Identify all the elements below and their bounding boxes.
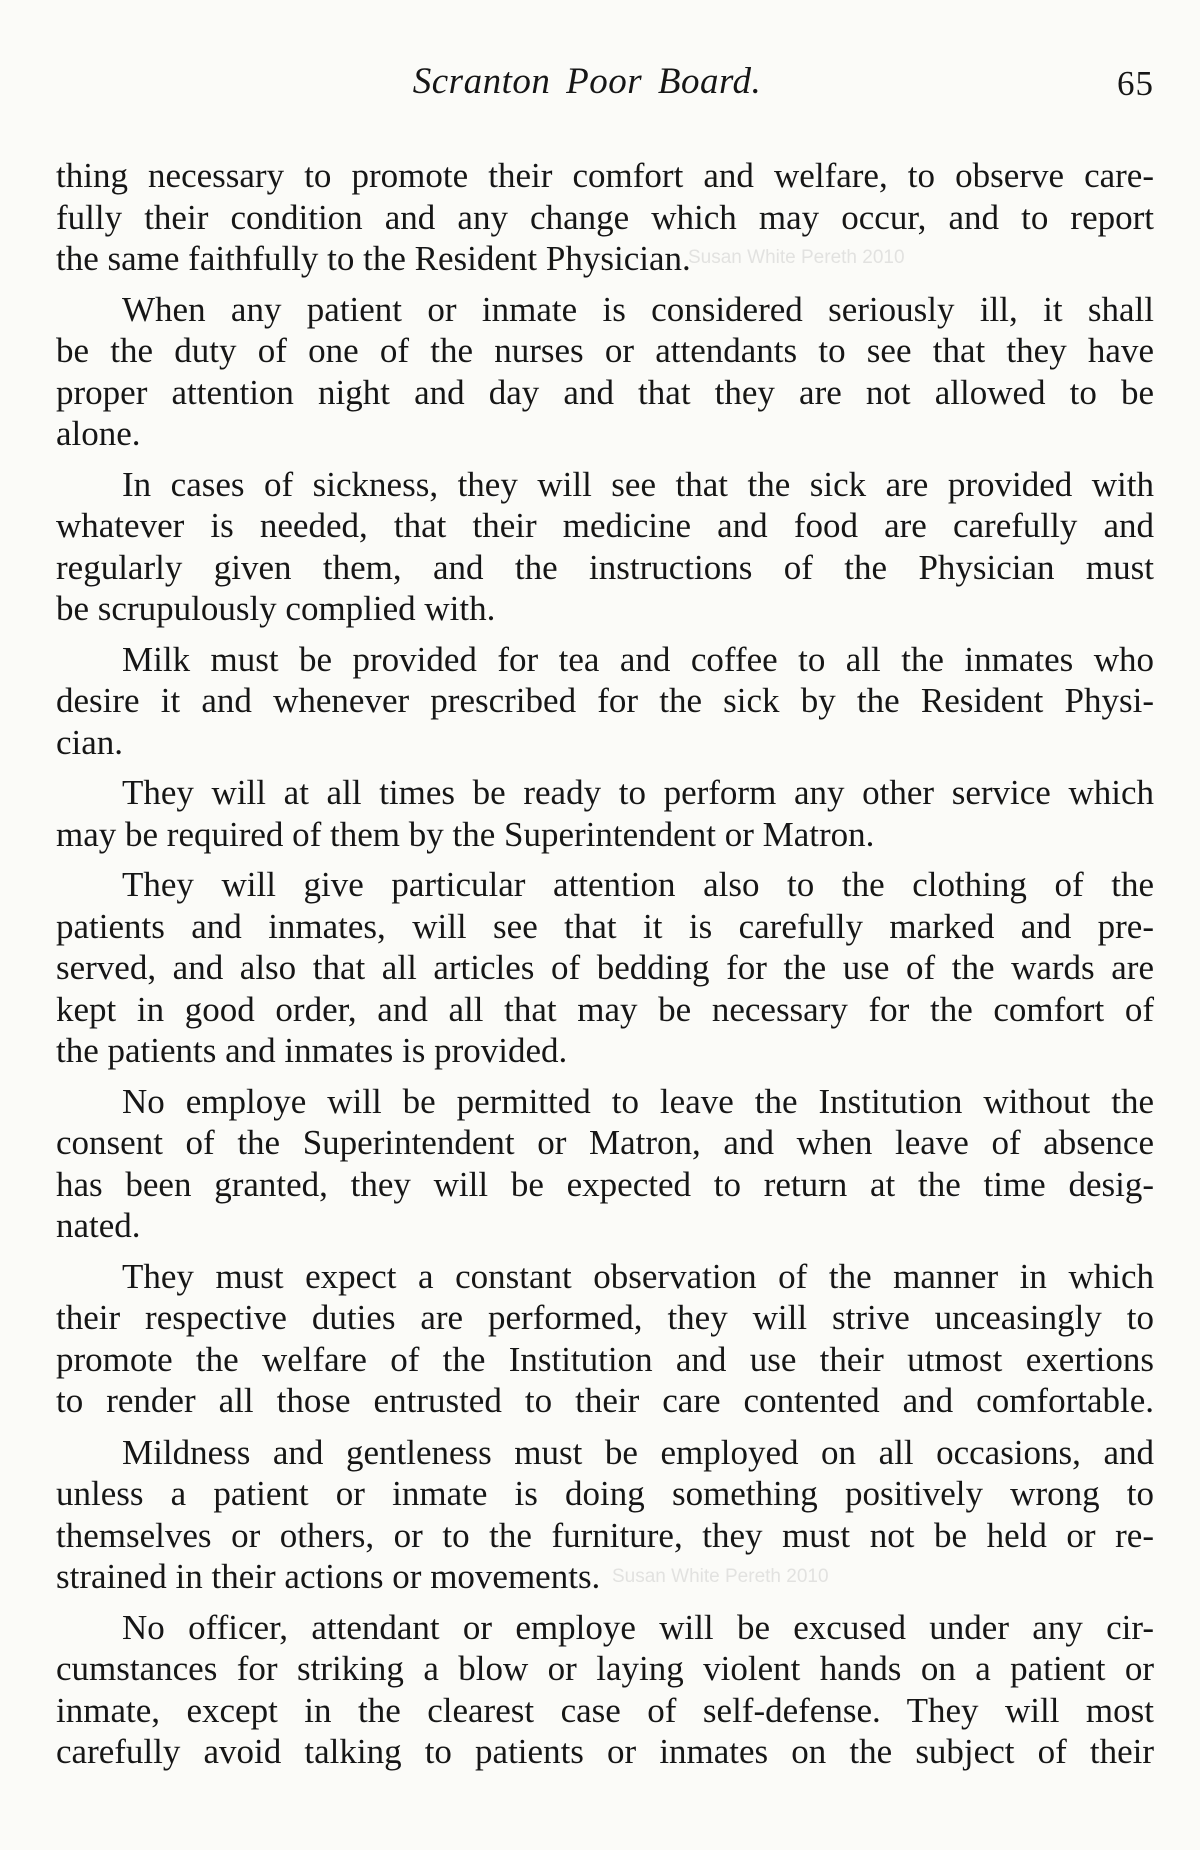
text-line: their respective duties are performed, they will strive unceasingly to xyxy=(56,1298,1154,1337)
text-line: served, and also that all articles of bedding for the use of the wards are xyxy=(56,948,1154,987)
watermark: Susan White Pereth 2010 xyxy=(688,247,905,268)
text-line: themselves or others, or to the furniture, they must not be held or re- xyxy=(56,1515,1154,1555)
text-line: fully their condition and any change which may occur, and to report xyxy=(56,197,1154,237)
text-line: thing necessary to promote their comfort and welfare, to observe care- xyxy=(56,156,1154,195)
text-line: has been granted, they will be expected to return at the time desig- xyxy=(56,1164,1154,1204)
text-line: whatever is needed, that their medicine and food are carefully and xyxy=(56,506,1154,545)
paragraph-1 xyxy=(56,155,1154,280)
paragraph-5 xyxy=(56,772,1154,855)
text-line: alone. xyxy=(56,414,141,453)
text-line: be scrupulously complied with. xyxy=(56,589,496,628)
text-line: In cases of sickness, they will see that the sick are provided with xyxy=(122,464,1154,504)
text-line: to render all those entrusted to their care contented and comfortable. xyxy=(56,1381,1154,1420)
text-line: the same faithfully to the Resident Physician. xyxy=(56,239,691,278)
text-line: Milk must be provided for tea and coffee to all the inmates who xyxy=(122,639,1154,679)
text-line: strained in their actions or movements. xyxy=(56,1557,601,1596)
paragraph-2 xyxy=(56,289,1154,455)
text-line: When any patient or inmate is considered seriously ill, it shall xyxy=(122,289,1154,329)
text-line: regularly given them, and the instructions of the Physician must xyxy=(56,547,1154,587)
paragraph-8 xyxy=(56,1256,1154,1422)
page-number: 65 xyxy=(1117,64,1154,103)
text-line: cian. xyxy=(56,722,124,762)
text-line: inmate, except in the clearest case of self-defense. They will most xyxy=(56,1690,1154,1730)
paragraph-4 xyxy=(56,639,1154,764)
text-line: No employe will be permitted to leave the Institution without the xyxy=(122,1081,1154,1121)
text-line: cumstances for striking a blow or laying violent hands on a patient or xyxy=(56,1649,1154,1688)
paragraph-3 xyxy=(56,464,1154,630)
text-line: promote the welfare of the Institution and use their utmost exertions xyxy=(56,1339,1154,1379)
text-line: No officer, attendant or employe will be excused under any cir- xyxy=(122,1607,1154,1647)
text-line: kept in good order, and all that may be necessary for the comfort of xyxy=(56,989,1154,1029)
text-line: They will give particular attention also to the clothing of the xyxy=(122,865,1154,904)
text-line: nated. xyxy=(56,1206,141,1245)
text-line: unless a patient or inmate is doing something positively wrong to xyxy=(56,1474,1154,1513)
paragraph-7 xyxy=(56,1081,1154,1247)
text-line: be the duty of one of the nurses or attendants to see that they have xyxy=(56,331,1154,370)
text-line: desire it and whenever prescribed for the sick by the Resident Physi- xyxy=(56,681,1154,720)
text-line: patients and inmates, will see that it is carefully marked and pre- xyxy=(56,906,1154,946)
paragraph-10 xyxy=(56,1607,1154,1773)
text-line: They will at all times be ready to perform any other service which xyxy=(122,773,1154,812)
running-title: Scranton Poor Board. xyxy=(412,61,762,102)
text-line: proper attention night and day and that they are not allowed to be xyxy=(56,372,1154,412)
text-line: They must expect a constant observation of the manner in which xyxy=(122,1256,1154,1296)
paragraph-9 xyxy=(56,1432,1154,1598)
text-line: carefully avoid talking to patients or inmates on the subject of their xyxy=(56,1732,1154,1771)
text-line: consent of the Superintendent or Matron, and when leave of absence xyxy=(56,1123,1154,1162)
body-text xyxy=(56,155,1154,1782)
text-line: Mildness and gentleness must be employed on all occasions, and xyxy=(122,1432,1154,1472)
text-line: the patients and inmates is provided. xyxy=(56,1031,568,1070)
text-line: may be required of them by the Superintendent or Matron. xyxy=(56,814,875,854)
paragraph-6 xyxy=(56,864,1154,1072)
watermark: Susan White Pereth 2010 xyxy=(612,1566,829,1587)
